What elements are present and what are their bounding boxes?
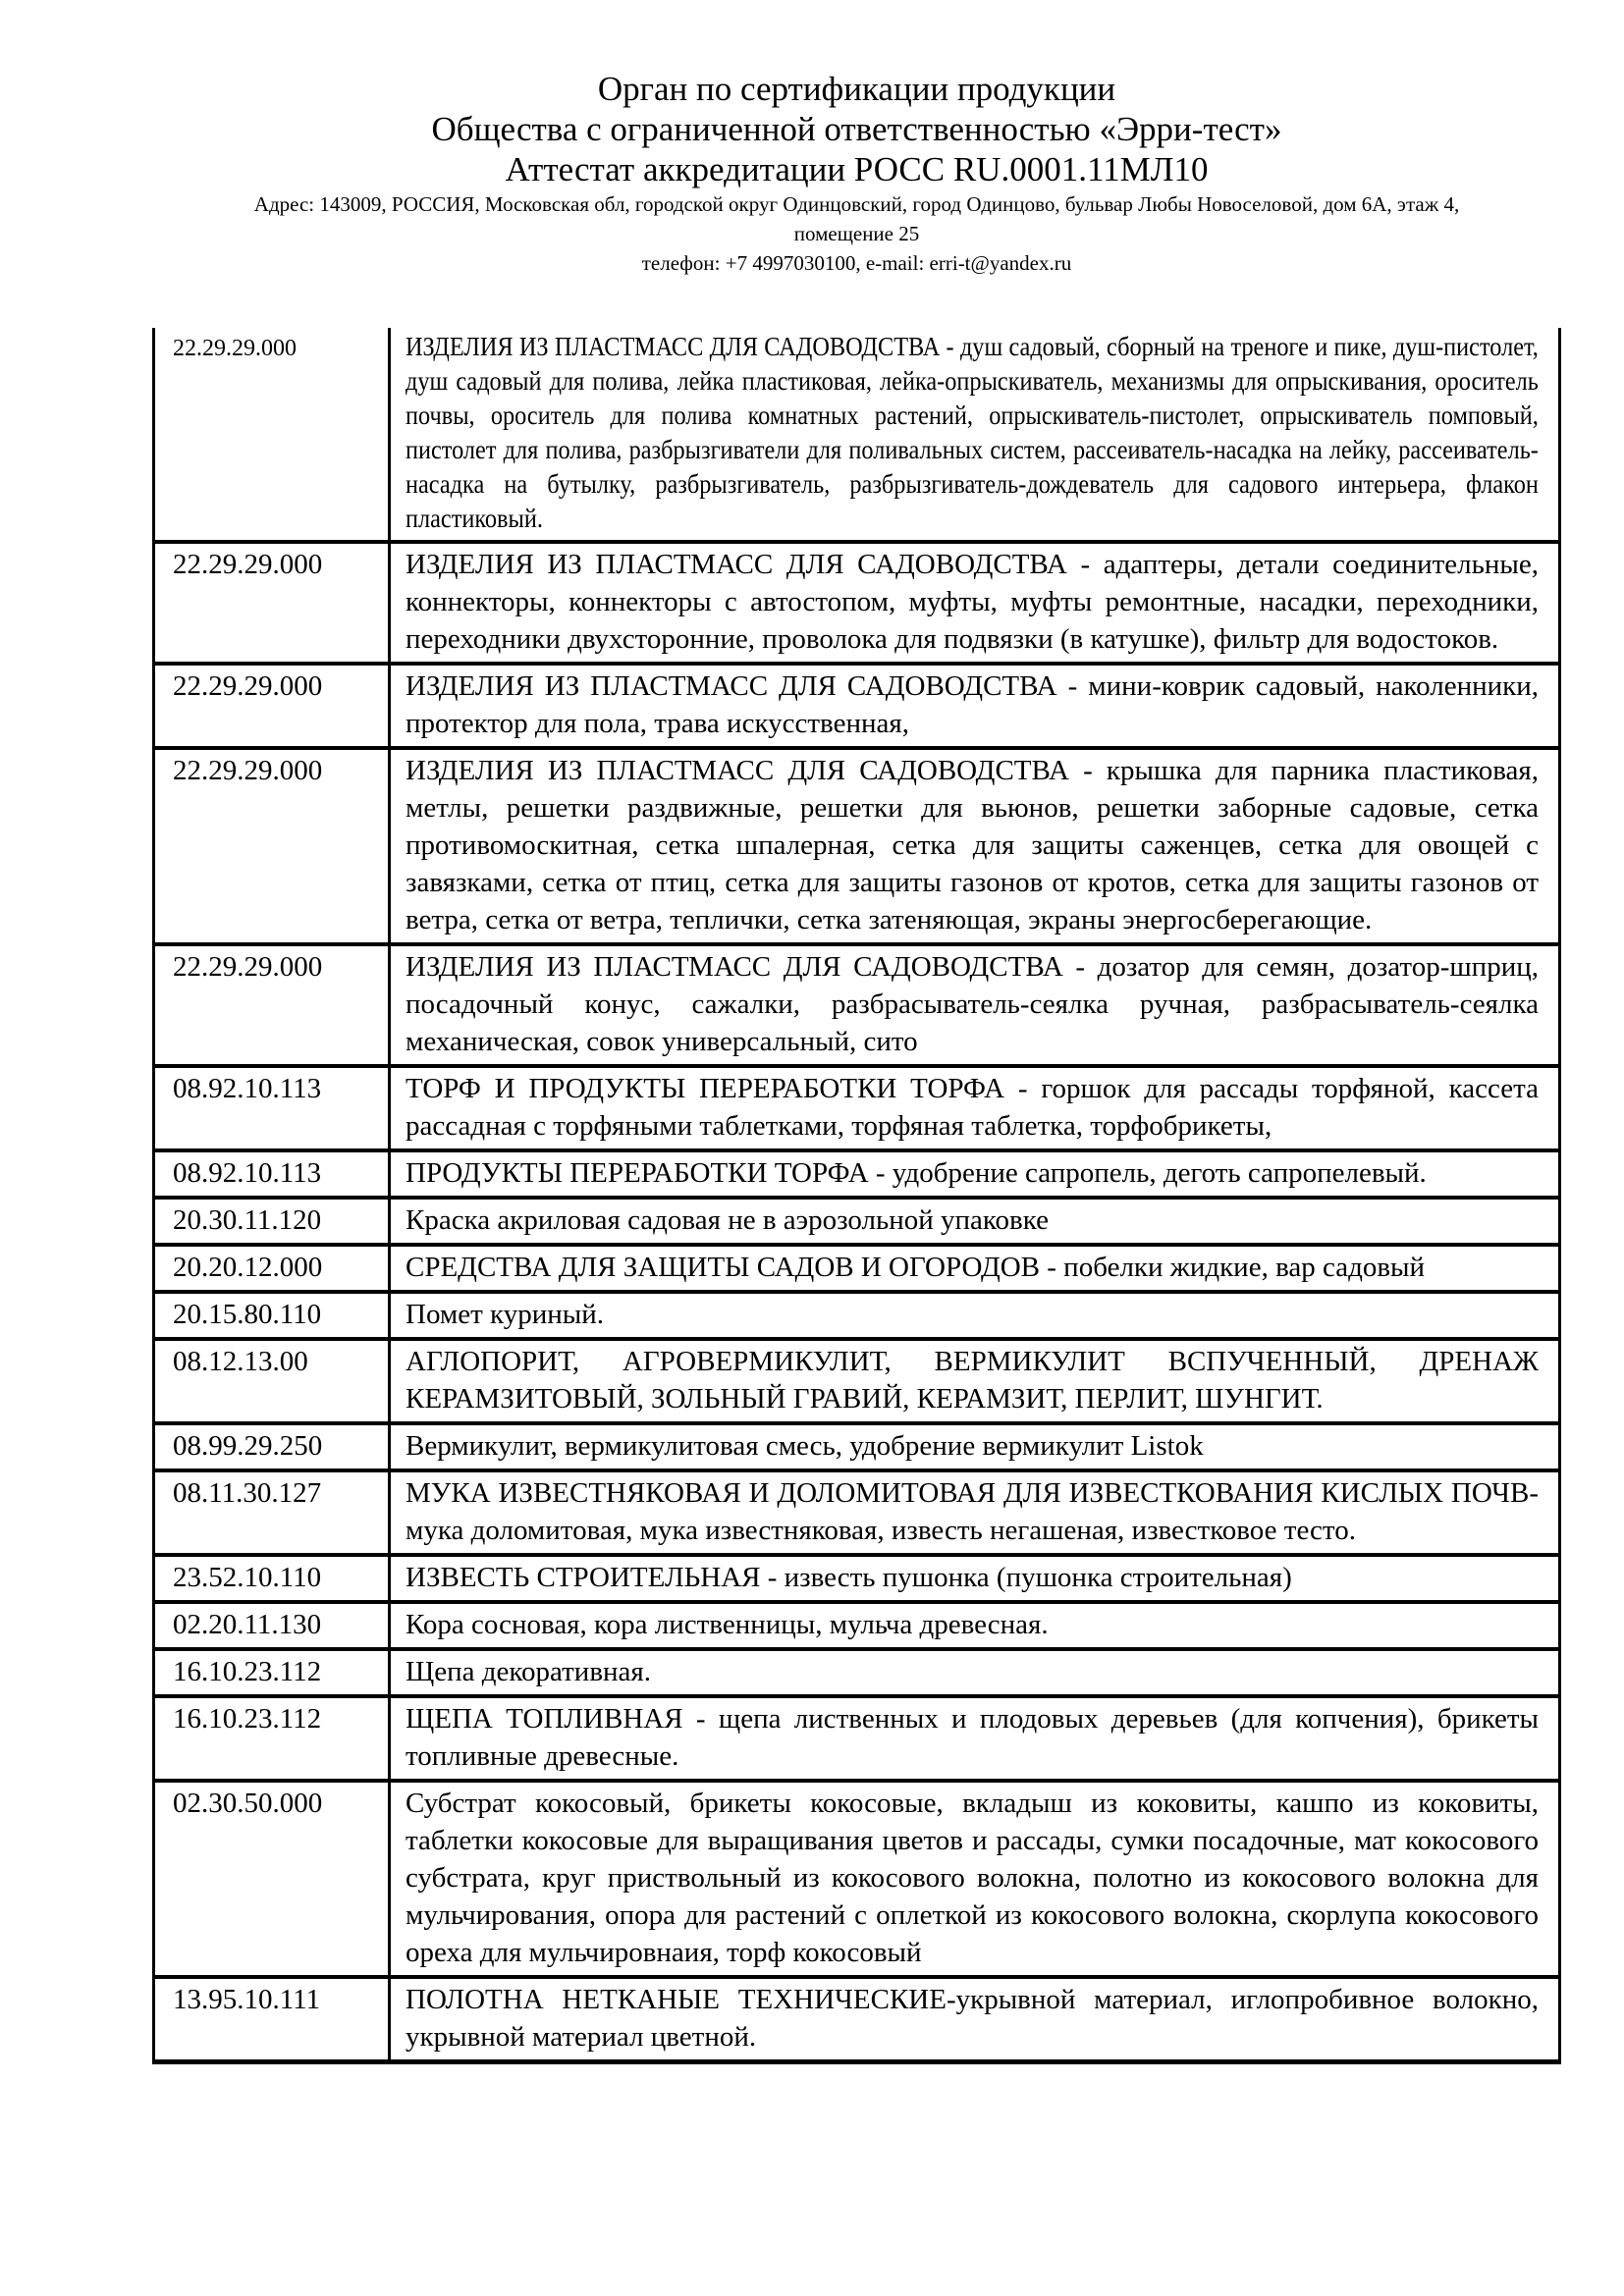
product-description-text: ЩЕПА ТОПЛИВНАЯ - щепа лиственных и плодовых деревьев (для копчения), брикеты топливные древесные. [406, 1703, 1539, 1772]
table-row [154, 944, 1560, 1066]
product-code-cell: 22.29.29.000 [154, 664, 390, 748]
product-description-text: ИЗДЕЛИЯ ИЗ ПЛАСТМАСС ДЛЯ САДОВОДСТВА - адаптеры, детали соединительные, коннекторы, коннекторы с автостопом, муфты, муфты ремонтные, насадки, переходники, переходники двухсторонние, проволока для подвязки (в катушке), фильтр для водостоков. [406, 549, 1539, 655]
product-description-cell [390, 1150, 1560, 1198]
product-code-cell: 20.15.80.110 [154, 1292, 390, 1339]
product-codes-table-body [154, 328, 1560, 2062]
product-code-cell: 22.29.29.000 [154, 328, 390, 542]
product-description-text: Щепа декоративная. [406, 1656, 651, 1687]
table-row [154, 748, 1560, 944]
header-accreditation-number: Аттестат аккредитации РОСС RU.0001.11МЛ10 [505, 150, 1209, 188]
product-description-cell [390, 1470, 1560, 1555]
table-row [154, 1245, 1560, 1292]
product-code-cell: 08.12.13.00 [154, 1339, 390, 1423]
product-description-cell [390, 944, 1560, 1066]
product-code-cell: 23.52.10.110 [154, 1555, 390, 1602]
table-row [154, 1470, 1560, 1555]
product-description-text: ИЗДЕЛИЯ ИЗ ПЛАСТМАСС ДЛЯ САДОВОДСТВА - мини-коврик садовый, наколенники, протектор для пола, трава искусственная, [406, 670, 1539, 739]
table-row [154, 1696, 1560, 1781]
table-row [154, 1339, 1560, 1423]
product-description-text: ИЗДЕЛИЯ ИЗ ПЛАСТМАСС ДЛЯ САДОВОДСТВА - крышка для парника пластиковая, метлы, решетки раздвижные, решетки для вьюнов, решетки заборные садовые, сетка противомоскитная, сетка шпалерная, сетка для защиты саженцев, сетка для овощей с завязками, сетка от птиц, сетка для защиты газонов от кротов, сетка для защиты газонов от ветра, сетка от ветра, теплички, сетка затеняющая, экраны энергосберегающие. [406, 755, 1539, 935]
product-description-cell [390, 1292, 1560, 1339]
table-row [154, 1198, 1560, 1245]
product-description-cell [390, 748, 1560, 944]
product-code-cell: 22.29.29.000 [154, 944, 390, 1066]
product-description-text: Вермикулит, вермикулитовая смесь, удобрение вермикулит Listok [406, 1430, 1204, 1462]
table-row [154, 1423, 1560, 1470]
product-code-cell: 16.10.23.112 [154, 1649, 390, 1696]
table-row [154, 542, 1560, 664]
product-description-cell [390, 1781, 1560, 1977]
table-row [154, 1602, 1560, 1649]
product-description-text: СРЕДСТВА ДЛЯ ЗАЩИТЫ САДОВ И ОГОРОДОВ - побелки жидкие, вар садовый [406, 1252, 1426, 1283]
table-row [154, 328, 1560, 542]
product-description-text: Помет куриный. [406, 1299, 605, 1330]
product-code-cell: 22.29.29.000 [154, 748, 390, 944]
product-code-cell: 08.92.10.113 [154, 1150, 390, 1198]
header-address-line2: помещение 25 [793, 222, 920, 245]
product-description-text: АГЛОПОРИТ, АГРОВЕРМИКУЛИТ, ВЕРМИКУЛИТ ВСПУЧЕННЫЙ, ДРЕНАЖ КЕРАМЗИТОВЫЙ, ЗОЛЬНЫЙ ГРАВИЙ, КЕРАМЗИТ, ПЕРЛИТ, ШУНГИТ. [406, 1346, 1539, 1415]
product-description-cell [390, 1198, 1560, 1245]
product-code-cell: 20.30.11.120 [154, 1198, 390, 1245]
product-description-cell [390, 1602, 1560, 1649]
product-code-cell: 02.30.50.000 [154, 1781, 390, 1977]
table-row [154, 1066, 1560, 1150]
document-header [152, 69, 1561, 278]
header-org-title: Орган по сертификации продукции [597, 70, 1116, 108]
product-description-cell [390, 1423, 1560, 1470]
product-description-text: ТОРФ И ПРОДУКТЫ ПЕРЕРАБОТКИ ТОРФА - горшок для рассады торфяной, кассета рассадная с торфяными таблетками, торфяная таблетка, торфобрикеты, [406, 1073, 1539, 1142]
product-description-text: ИЗДЕЛИЯ ИЗ ПЛАСТМАСС ДЛЯ САДОВОДСТВА - душ садовый, сборный на треноге и пике, душ-пистолет, душ садовый для полива, лейка пластиковая, лейка-опрыскиватель, механизмы для опрыскивания, ороситель почвы, ороситель для полива комнатных растений, опрыскиватель-пистолет, опрыскиватель помповый, пистолет для полива, разбрызгиватели для поливальных систем, рассеиватель-насадка на лейку, рассеиватель-насадка на бутылку, разбрызгиватель, разбрызгиватель-дождеватель для садового интерьера, флакон пластиковый. [406, 332, 1539, 533]
product-description-cell [390, 664, 1560, 748]
product-description-text: ИЗДЕЛИЯ ИЗ ПЛАСТМАСС ДЛЯ САДОВОДСТВА - дозатор для семян, дозатор-шприц, посадочный конус, сажалки, разбрасыватель-сеялка ручная, разбрасыватель-сеялка механическая, совок универсальный, сито [406, 951, 1539, 1057]
product-description-cell [390, 1977, 1560, 2062]
table-row [154, 1649, 1560, 1696]
product-codes-table [152, 328, 1561, 2064]
product-description-cell [390, 1066, 1560, 1150]
table-row [154, 1555, 1560, 1602]
product-code-cell: 16.10.23.112 [154, 1696, 390, 1781]
product-code-cell: 08.11.30.127 [154, 1470, 390, 1555]
header-contact: телефон: +7 4997030100, e-mail: erri-t@yandex.ru [641, 251, 1072, 275]
product-description-text: Субстрат кокосовый, брикеты кокосовые, вкладыш из коковиты, кашпо из коковиты, таблетки кокосовые для выращивания цветов и рассады, сумки посадочные, мат кокосового субстрата, круг приствольный из кокосового волокна, полотно из кокосового волокна для мульчирования, опора для растений с оплеткой из кокосового волокна, скорлупа кокосового ореха для мульчировнаия, торф кокосовый [406, 1788, 1539, 1968]
product-description-text: МУКА ИЗВЕСТНЯКОВАЯ И ДОЛОМИТОВАЯ ДЛЯ ИЗВЕСТКОВАНИЯ КИСЛЫХ ПОЧВ-мука доломитовая, мука известняковая, известь негашеная, известковое тесто. [406, 1477, 1539, 1546]
header-address-line1: Адрес: 143009, РОССИЯ, Московская обл, городской округ Одинцовский, город Одинцово, бульвар Любы Новоселовой, дом 6А, этаж 4, [253, 192, 1460, 216]
header-company-name: Общества с ограниченной ответственностью «Эрри-тест» [431, 110, 1282, 148]
product-code-cell: 02.20.11.130 [154, 1602, 390, 1649]
product-description-cell [390, 542, 1560, 664]
product-code-cell: 22.29.29.000 [154, 542, 390, 664]
table-row [154, 1292, 1560, 1339]
product-description-cell [390, 1696, 1560, 1781]
product-description-cell [390, 1649, 1560, 1696]
product-description-text: Краска акриловая садовая не в аэрозольной упаковке [406, 1204, 1049, 1236]
table-row [154, 1781, 1560, 1977]
product-description-text: Кора сосновая, кора лиственницы, мульча древесная. [406, 1609, 1049, 1640]
product-description-text: ИЗВЕСТЬ СТРОИТЕЛЬНАЯ - известь пушонка (пушонка строительная) [406, 1562, 1292, 1593]
product-description-cell [390, 1555, 1560, 1602]
product-description-cell [390, 1245, 1560, 1292]
table-row [154, 664, 1560, 748]
table-row [154, 1977, 1560, 2062]
product-code-cell: 08.99.29.250 [154, 1423, 390, 1470]
product-description-cell [390, 328, 1560, 542]
product-code-cell: 08.92.10.113 [154, 1066, 390, 1150]
table-row [154, 1150, 1560, 1198]
product-description-text: ПОЛОТНА НЕТКАНЫЕ ТЕХНИЧЕСКИЕ-укрывной материал, иглопробивное волокно, укрывной материал цветной. [406, 1984, 1539, 2053]
product-description-cell [390, 1339, 1560, 1423]
product-code-cell: 20.20.12.000 [154, 1245, 390, 1292]
product-description-text: ПРОДУКТЫ ПЕРЕРАБОТКИ ТОРФА - удобрение сапропель, деготь сапропелевый. [406, 1157, 1427, 1189]
product-code-cell: 13.95.10.111 [154, 1977, 390, 2062]
